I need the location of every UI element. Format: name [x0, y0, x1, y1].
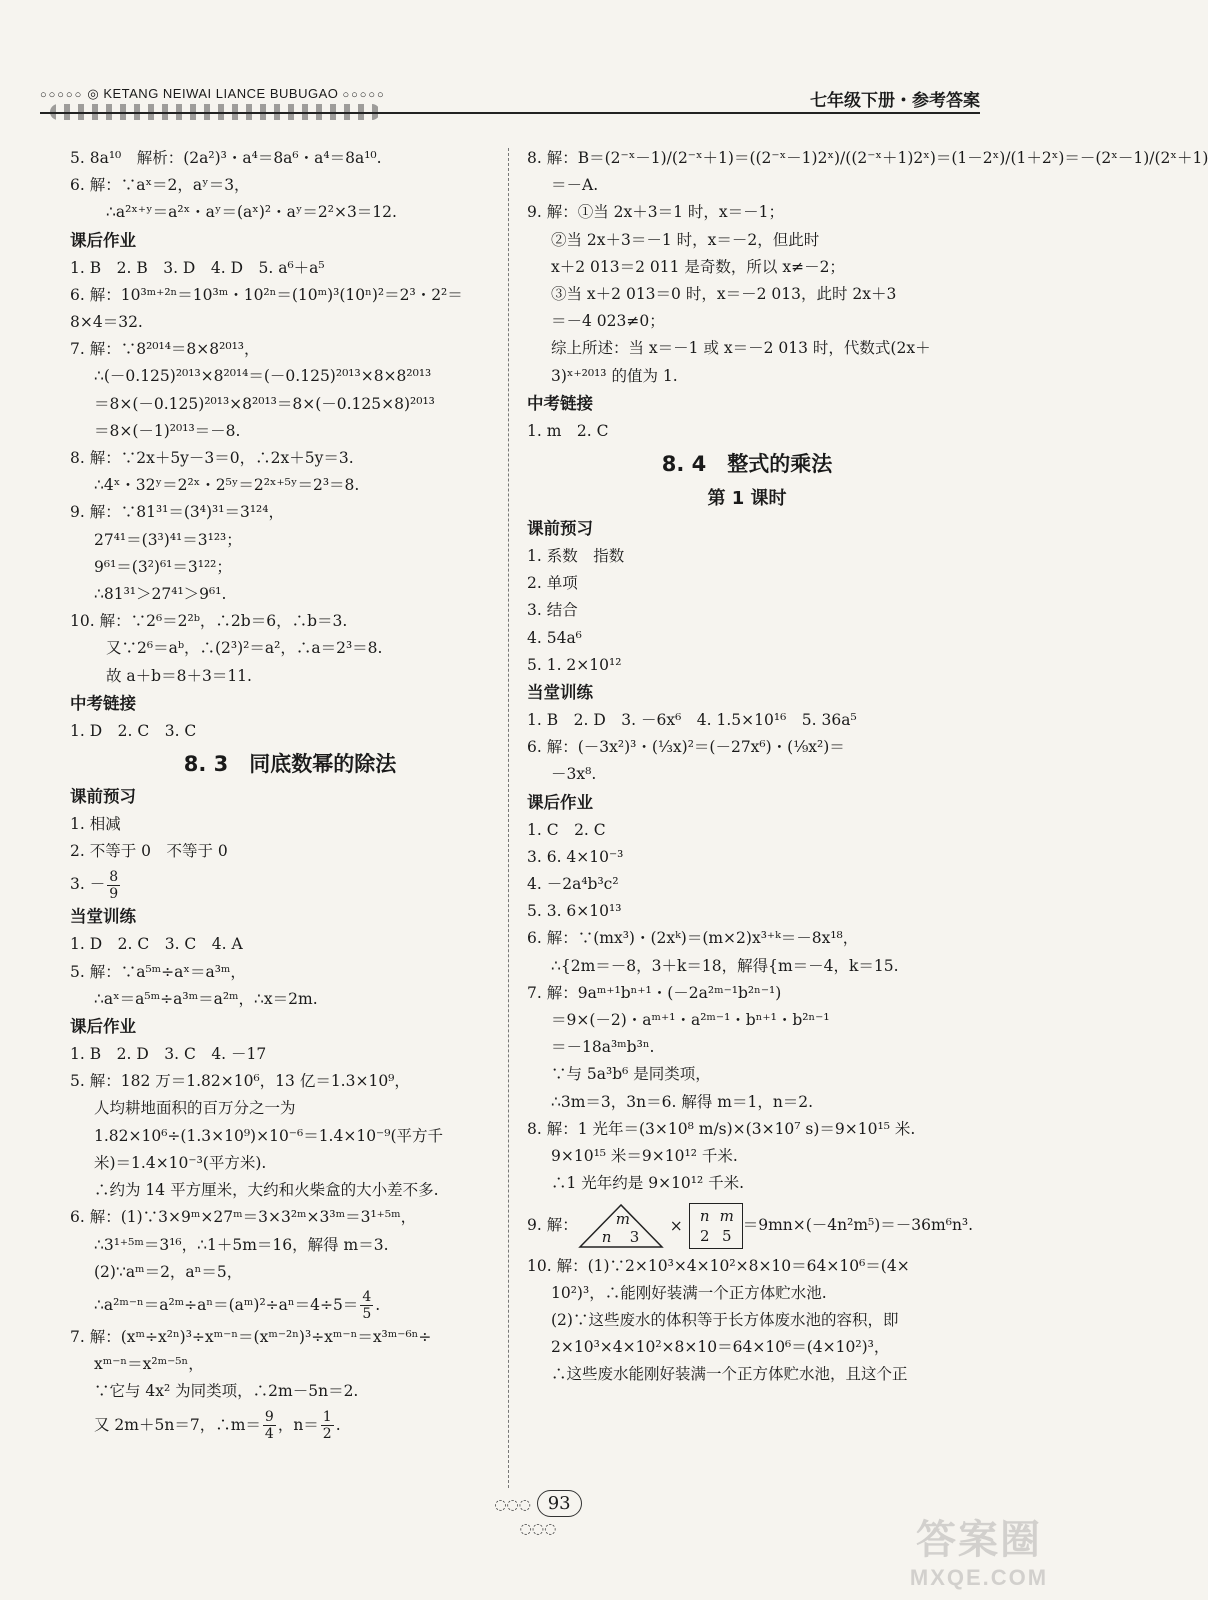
header-rule — [40, 112, 980, 114]
answer-line: 1. D 2. C 3. C — [70, 721, 197, 740]
fraction-denominator: 4 — [264, 1426, 274, 1443]
answer-line: ＝8×(－0.125)²⁰¹³×8²⁰¹³＝8×(－0.125×8)²⁰¹³ — [94, 394, 435, 413]
answer-line: ∴(－0.125)²⁰¹³×8²⁰¹⁴＝(－0.125)²⁰¹³×8×8²⁰¹³ — [94, 367, 432, 386]
answer-line: 9⁶¹＝(3²)⁶¹＝3¹²²； — [94, 557, 232, 576]
answer-line: xᵐ⁻ⁿ＝x²ᵐ⁻⁵ⁿ， — [94, 1355, 204, 1374]
section-heading: 课后作业 — [70, 230, 136, 250]
answer-line: 6. 解：(－3x²)³・(⅓x)²＝(－27x⁶)・(⅑x²)＝ — [527, 738, 845, 757]
answer-line: 3. 结合 — [527, 601, 578, 620]
answer-line: 1. B 2. B 3. D 4. D 5. a⁶＋a⁵ — [70, 258, 325, 277]
grid-box-cell: 2 — [699, 1226, 710, 1245]
answer-line — [70, 865, 510, 903]
answer-line: 6. 解：10³ᵐ⁺²ⁿ＝10³ᵐ・10²ⁿ＝(10ᵐ)³(10ⁿ)²＝2³・2²＝ — [70, 285, 463, 304]
answer-line — [70, 1286, 510, 1324]
fraction-denominator: 5 — [362, 1306, 372, 1323]
answer-line: ∵它与 4x² 为同类项，∴2m－5n＝2. — [94, 1382, 359, 1401]
answer-text: ∴a²ᵐ⁻ⁿ＝a²ᵐ÷aⁿ＝(aᵐ)²÷aⁿ＝4÷5＝ — [94, 1295, 359, 1314]
section-heading: 课后作业 — [70, 1017, 136, 1037]
answer-line — [527, 1198, 974, 1253]
answer-line: ＝－4 023≠0； — [551, 312, 665, 331]
triangle-box-diagram — [578, 1199, 743, 1253]
answer-line: ∴aˣ＝a⁵ᵐ÷a³ᵐ＝a²ᵐ，∴x＝2m. — [94, 989, 318, 1008]
section-heading: 课后作业 — [527, 792, 593, 812]
answer-line: 5. 解：∵a⁵ᵐ÷aˣ＝a³ᵐ， — [70, 962, 246, 981]
answer-line: 9. 解：∵81³¹＝(3⁴)³¹＝3¹²⁴， — [70, 503, 284, 522]
answer-line: ∴81³¹＞27⁴¹＞9⁶¹. — [94, 585, 227, 604]
answer-line: 6. 解：∵aˣ＝2，aʸ＝3， — [70, 176, 250, 195]
answer-line: 人均耕地面积的百万分之一为 — [94, 1099, 296, 1118]
answer-line: ③当 x＋2 013＝0 时，x＝－2 013，此时 2x＋3 — [551, 285, 897, 304]
answer-text: . — [375, 1295, 381, 1314]
page-number — [478, 1490, 598, 1538]
answer-line: 1. 系数 指数 — [527, 547, 625, 566]
watermark-line2: MXQE.COM — [909, 1565, 1049, 1590]
answer-line: 2×10³×4×10²×8×10＝64×10⁶＝(4×10²)³， — [551, 1338, 890, 1357]
left-column — [70, 145, 510, 1444]
answer-line: 3)ˣ⁺²⁰¹³ 的值为 1. — [551, 366, 678, 385]
answer-line: 1. D 2. C 3. C 4. A — [70, 935, 243, 954]
answer-line: (2)∵这些废水的体积等于长方体废水池的容积，即 — [551, 1310, 899, 1329]
answer-line: 7. 解：(xᵐ÷x²ⁿ)³÷xᵐ⁻ⁿ＝(xᵐ⁻²ⁿ)³÷xᵐ⁻ⁿ＝x³ᵐ⁻⁶ⁿ÷ — [70, 1327, 432, 1346]
fraction-numerator: 9 — [264, 1409, 274, 1426]
page-header — [40, 80, 980, 128]
grid-box-cell: n — [699, 1206, 710, 1225]
section-heading: 课前预习 — [527, 519, 593, 539]
answer-line: ∴{2m＝－8，3＋k＝18，解得{m＝－4，k＝15. — [551, 956, 899, 975]
answer-line: 7. 解：9aᵐ⁺¹bⁿ⁺¹・(－2a²ᵐ⁻¹b²ⁿ⁻¹) — [527, 983, 782, 1002]
answer-line: ∴3¹⁺⁵ᵐ＝3¹⁶，∴1＋5m＝16，解得 m＝3. — [94, 1235, 389, 1254]
section-heading: 课前预习 — [70, 787, 136, 807]
right-column — [527, 145, 1208, 1389]
answer-line: 6. 解：∵(mx³)・(2xᵏ)＝(m×2)x³⁺ᵏ＝－8x¹⁸， — [527, 929, 859, 948]
grid-box-cell: m — [719, 1206, 734, 1225]
answer-line: ＝9×(－2)・aᵐ⁺¹・a²ᵐ⁻¹・bⁿ⁺¹・b²ⁿ⁻¹ — [551, 1011, 830, 1030]
answer-line: 9. 解：①当 2x＋3＝1 时，x＝－1； — [527, 203, 784, 222]
answer-line: 8. 解：1 光年＝(3×10⁸ m/s)×(3×10⁷ s)＝9×10¹⁵ 米. — [527, 1119, 916, 1138]
answer-line: 10. 解：∵2⁶＝2²ᵇ，∴2b＝6，∴b＝3. — [70, 612, 348, 631]
grid-box-figure — [689, 1203, 743, 1249]
answer-line: 米)＝1.4×10⁻³(平方米). — [94, 1153, 267, 1172]
answer-line: 1. m 2. C — [527, 421, 609, 440]
footer-ornament-right: ◌◌◌ — [519, 1521, 557, 1537]
answer-line: 4. －2a⁴b³c² — [527, 875, 619, 894]
answer-line: 8. 解：∵2x＋5y－3＝0，∴2x＋5y＝3. — [70, 449, 354, 468]
page-number-text: 93 — [537, 1490, 582, 1517]
chapter-title: 8. 3 同底数幂的除法 — [183, 752, 397, 777]
answer-line: ∴1 光年约是 9×10¹² 千米. — [551, 1174, 745, 1193]
header-title: 七年级下册・参考答案 — [810, 91, 980, 111]
times-sign: × — [669, 1216, 683, 1235]
header-dots-left: ○○○○○ — [40, 89, 84, 101]
column-divider — [508, 148, 509, 1488]
answer-line: ②当 2x＋3＝－1 时，x＝－2，但此时 — [551, 230, 820, 249]
answer-line: ∴4ˣ・32ʸ＝2²ˣ・2⁵ʸ＝2²ˣ⁺⁵ʸ＝2³＝8. — [94, 476, 360, 495]
fraction-numerator: 1 — [322, 1409, 332, 1426]
fraction — [360, 1289, 373, 1322]
answer-text: 9. 解： — [527, 1215, 578, 1234]
answer-line: 1.82×10⁶÷(1.3×10⁹)×10⁻⁶＝1.4×10⁻⁹(平方千 — [94, 1126, 444, 1145]
answer-line: 10²)³，∴能刚好装满一个正方体贮水池. — [551, 1283, 827, 1302]
answer-line: 2. 单项 — [527, 574, 578, 593]
answer-line: x＋2 013＝2 011 是奇数，所以 x≠－2； — [551, 257, 845, 276]
answer-line: ∴这些废水能刚好装满一个正方体贮水池，且这个正 — [551, 1365, 908, 1384]
answer-line: 10. 解：(1)∵2×10³×4×10²×8×10＝64×10⁶＝(4× — [527, 1256, 910, 1275]
answer-line: 5. 1. 2×10¹² — [527, 655, 622, 674]
grid-box-cell: 5 — [721, 1226, 732, 1245]
answer-line: 1. C 2. C — [527, 820, 606, 839]
fraction-numerator: 4 — [362, 1289, 372, 1306]
fraction-denominator: 2 — [322, 1426, 332, 1443]
footer-ornament-left: ◌◌◌ — [494, 1497, 531, 1513]
chapter-title: 8. 4 整式的乘法 — [661, 452, 833, 477]
answer-text: . — [335, 1415, 341, 1434]
section-heading: 当堂训练 — [527, 683, 593, 703]
answer-line: 1. B 2. D 3. －6x⁶ 4. 1.5×10¹⁶ 5. 36a⁵ — [527, 711, 857, 730]
fraction-numerator: 8 — [109, 868, 119, 885]
fraction — [321, 1409, 334, 1442]
answer-line: ＝8×(－1)²⁰¹³＝－8. — [94, 421, 241, 440]
answer-line — [70, 1406, 510, 1444]
answer-line: 9×10¹⁵ 米＝9×10¹² 千米. — [551, 1147, 738, 1166]
section-heading: 中考链接 — [527, 393, 593, 413]
answer-line: 故 a＋b＝8＋3＝11. — [106, 666, 252, 685]
header-brand — [40, 86, 386, 102]
answer-line: 5. 3. 6×10¹³ — [527, 902, 622, 921]
triangle-left-label: n — [601, 1227, 612, 1246]
answer-line: 综上所述：当 x＝－1 或 x＝－2 013 时，代数式(2x＋ — [551, 339, 931, 358]
answer-line: 6. 解：(1)∵3×9ᵐ×27ᵐ＝3×3²ᵐ×3³ᵐ＝3¹⁺⁵ᵐ， — [70, 1208, 417, 1227]
answer-line: ∴约为 14 平方厘米，大约和火柴盒的大小差不多. — [94, 1181, 439, 1200]
answer-line: －3x⁸. — [551, 765, 597, 784]
answer-line: 8. 解：B＝(2⁻ˣ－1)/(2⁻ˣ＋1)＝((2⁻ˣ－1)2ˣ)/((2⁻ˣ＋1)2ˣ)＝(1－2ˣ)/(1＋2ˣ)＝－(2ˣ－1)/(2ˣ＋1) — [527, 149, 1208, 167]
answer-text: 3. － — [70, 875, 106, 894]
lesson-subtitle: 第 1 课时 — [707, 488, 787, 510]
answer-line: ∴3m＝3，3n＝6. 解得 m＝1，n＝2. — [551, 1092, 814, 1111]
triangle-figure — [578, 1203, 664, 1249]
answer-line: 2. 不等于 0 不等于 0 — [70, 842, 228, 861]
fraction — [263, 1409, 276, 1442]
watermark-line1: 答案圈 — [916, 1517, 1042, 1563]
answer-text: ，n＝ — [277, 1415, 319, 1434]
answer-text: 又 2m＋5n＝7，∴m＝ — [94, 1415, 261, 1434]
triangle-top-label: m — [615, 1209, 630, 1228]
header-dots-right: ○○○○○ — [342, 89, 386, 101]
answer-line: ∴a²ˣ⁺ʸ＝a²ˣ・aʸ＝(aˣ)²・aʸ＝2²×3＝12. — [106, 203, 397, 222]
answer-line: ∵与 5a³b⁶ 是同类项， — [551, 1065, 711, 1084]
answer-line: 5. 8a¹⁰ 解析：(2a²)³・a⁴＝8a⁶・a⁴＝8a¹⁰. — [70, 149, 382, 167]
answer-line: 1. B 2. D 3. C 4. －17 — [70, 1045, 267, 1064]
watermark-logo — [894, 1508, 1064, 1588]
answer-line: 27⁴¹＝(3³)⁴¹＝3¹²³； — [94, 530, 242, 549]
fraction — [107, 869, 120, 902]
fraction-denominator: 9 — [109, 885, 119, 902]
answer-text: ＝9mn×(－4n²m⁵)＝－36m⁶n³. — [742, 1215, 974, 1234]
answer-line: 7. 解：∵8²⁰¹⁴＝8×8²⁰¹³， — [70, 340, 260, 359]
answer-line: ＝－A. — [551, 176, 599, 195]
answer-line: 又∵2⁶＝aᵇ，∴(2³)²＝a²，∴a＝2³＝8. — [106, 639, 383, 658]
answer-line: 3. 6. 4×10⁻³ — [527, 847, 624, 866]
answer-line: (2)∵aᵐ＝2，aⁿ＝5， — [94, 1262, 243, 1281]
answer-line: 5. 解：182 万＝1.82×10⁶，13 亿＝1.3×10⁹， — [70, 1072, 410, 1091]
answer-line: 4. 54a⁶ — [527, 628, 582, 647]
answer-line: 1. 相减 — [70, 815, 121, 834]
answer-line: 8×4＝32. — [70, 313, 143, 332]
section-heading: 当堂训练 — [70, 907, 136, 927]
answer-line: ＝－18a³ᵐb³ⁿ. — [551, 1038, 655, 1057]
triangle-right-label: 3 — [629, 1227, 640, 1246]
header-brand-text: ◎ KETANG NEIWAI LIANCE BUBUGAO — [87, 86, 339, 101]
section-heading: 中考链接 — [70, 693, 136, 713]
